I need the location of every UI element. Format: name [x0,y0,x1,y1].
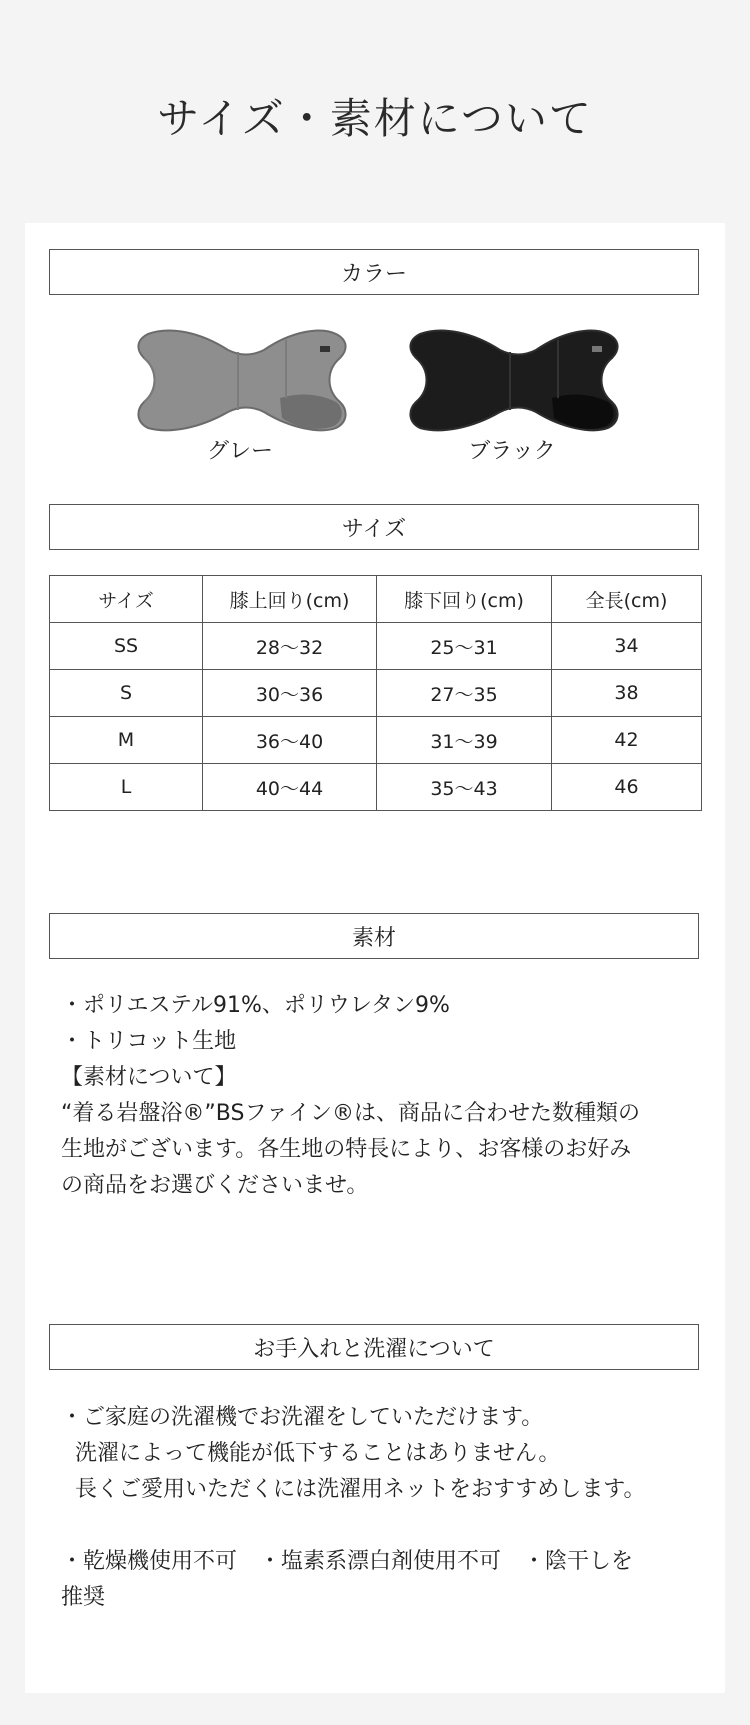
page-title: サイズ・素材について [157,94,593,143]
column-header: 全長(cm) [552,576,702,623]
table-cell: 25〜31 [377,623,552,670]
spacer [61,1508,701,1544]
care-notes: 推奨 [61,1585,106,1610]
table-cell: 35〜43 [377,764,552,811]
table-cell: 40〜44 [203,764,377,811]
care-line: 長くご愛用いただくには洗濯用ネットをおすすめします。 [75,1477,646,1502]
gray-swatch-label: グレー [206,439,273,464]
table-row [50,717,702,764]
table-cell: M [50,717,203,764]
table-cell: 38 [552,670,702,717]
column-header: サイズ [50,576,203,623]
material-text [61,988,701,1204]
care-section-header: お手入れと洗濯について [49,1324,699,1370]
care-bullet: ・ご家庭の洗濯機でお洗濯をしていただけます。 [61,1405,544,1430]
care-notes: ・乾燥機使用不可 ・塩素系漂白剤使用不可 ・陰干しを [61,1549,634,1574]
table-cell: SS [50,623,203,670]
care-text [61,1400,701,1616]
table-row [50,764,702,811]
gray-swatch-image [120,328,360,432]
table-cell: 28〜32 [203,623,377,670]
material-section-header: 素材 [49,913,699,959]
table-row [50,670,702,717]
black-swatch-image [392,328,632,432]
care-line: 洗濯によって機能が低下することはありません。 [75,1441,561,1466]
table-cell: 30〜36 [203,670,377,717]
material-line: “着る岩盤浴®”BSファイン®は、商品に合わせた数種類の [61,1101,641,1126]
material-line: 【素材について】 [61,1065,237,1090]
material-line: 生地がございます。各生地の特長により、お客様のお好み [61,1137,632,1162]
material-line: の商品をお選びくださいませ。 [61,1173,369,1198]
black-swatch-label: ブラック [468,439,556,464]
size-section-header: サイズ [49,504,699,550]
table-cell: 31〜39 [377,717,552,764]
table-header-row [50,576,702,623]
size-table [49,575,702,811]
table-cell: 36〜40 [203,717,377,764]
material-line: ・ポリエステル91%、ポリウレタン9% [61,993,450,1018]
column-header: 膝下回り(cm) [377,576,552,623]
table-cell: 46 [552,764,702,811]
table-cell: S [50,670,203,717]
table-cell: 42 [552,717,702,764]
table-cell: L [50,764,203,811]
table-cell: 27〜35 [377,670,552,717]
table-row [50,623,702,670]
column-header: 膝上回り(cm) [203,576,377,623]
color-section-header: カラー [49,249,699,295]
table-cell: 34 [552,623,702,670]
material-line: ・トリコット生地 [61,1029,237,1054]
